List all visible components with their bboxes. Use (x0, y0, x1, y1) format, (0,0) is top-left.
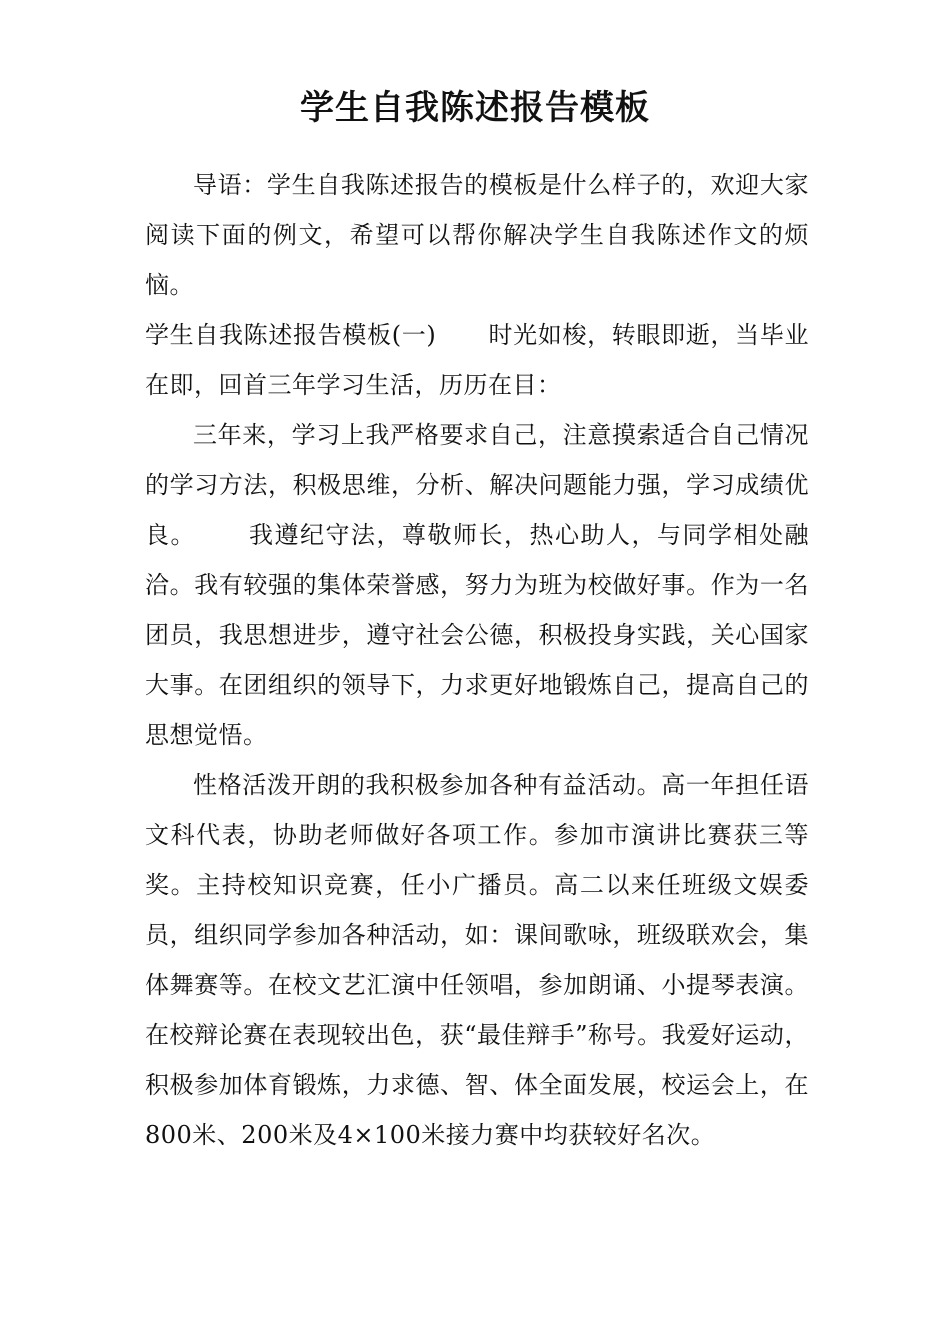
section-opening: 时光如梭，转眼即逝，当毕业在即，回首三年学习生活，历历在目： (145, 321, 809, 399)
conduct-text: 我遵纪守法，尊敬师长，热心助人，与同学相处融洽。我有较强的集体荣誉感，努力为班为校做好事。作为一名团员，我思想进步，遵守社会公德，积极投身实践，关心国家大事。在团组织的领导下，力求更好地锻炼自己，提高自己的思想觉悟。 (145, 521, 809, 749)
document-body (145, 160, 809, 1160)
intro-paragraph: 导语：学生自我陈述报告的模板是什么样子的，欢迎大家阅读下面的例文，希望可以帮你解决学生自我陈述作文的烦恼。 (145, 171, 809, 299)
section-heading: 学生自我陈述报告模板(一) (145, 321, 437, 349)
section-paragraph (145, 310, 809, 410)
study-paragraph (145, 410, 809, 760)
document-title: 学生自我陈述报告模板 (300, 88, 650, 128)
study-text: 三年来，学习上我严格要求自己，注意摸索适合自己情况的学习方法，积极思维，分析、解决问题能力强，学习成绩优良。 (145, 421, 809, 549)
activities-paragraph: 性格活泼开朗的我积极参加各种有益活动。高一年担任语文科代表，协助老师做好各项工作。参加市演讲比赛获三等奖。主持校知识竞赛，任小广播员。高二以来任班级文娱委员，组织同学参加各种活动，如：课间歌咏，班级联欢会，集体舞赛等。在校文艺汇演中任领唱，参加朗诵、小提琴表演。在校辩论赛在表现较出色，获“最佳辩手”称号。我爱好运动，积极参加体育锻炼，力求德、智、体全面发展，校运会上，在800米、200米及4×100米接力赛中均获较好名次。 (145, 771, 809, 1149)
